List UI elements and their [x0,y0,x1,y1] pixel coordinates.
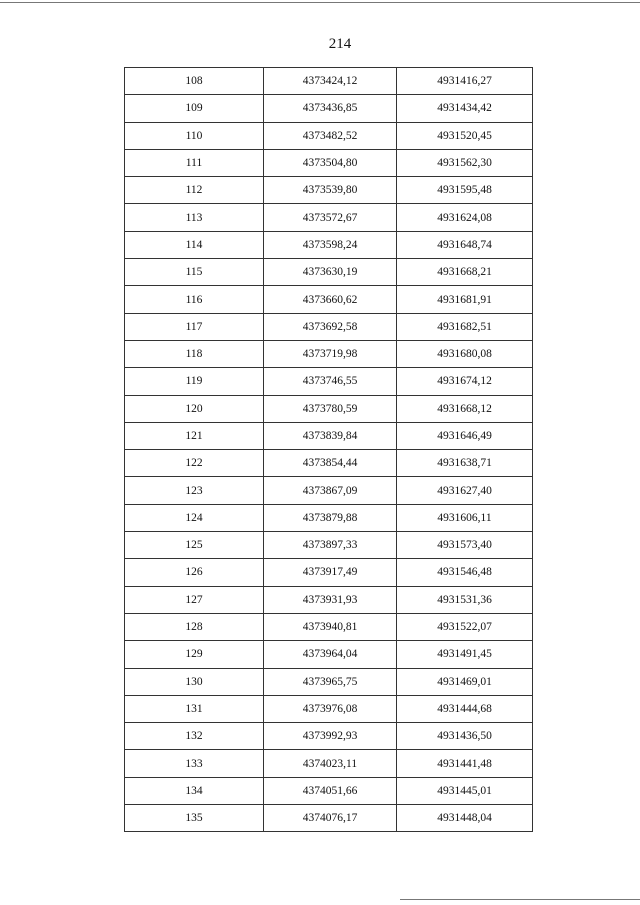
x-coordinate-cell: 4373504,80 [264,149,397,176]
y-coordinate-cell: 4931522,07 [397,613,533,640]
y-coordinate-cell: 4931444,68 [397,695,533,722]
table-row [125,477,533,504]
y-coordinate-cell: 4931646,49 [397,422,533,449]
y-coordinate-cell: 4931562,30 [397,149,533,176]
page-bottom-edge [400,899,640,900]
point-number-cell: 130 [125,668,264,695]
x-coordinate-cell: 4373746,55 [264,368,397,395]
x-coordinate-cell: 4373867,09 [264,477,397,504]
point-number-cell: 135 [125,805,264,832]
table-row [125,122,533,149]
x-coordinate-cell: 4373692,58 [264,313,397,340]
y-coordinate-cell: 4931573,40 [397,532,533,559]
table-row [125,586,533,613]
y-coordinate-cell: 4931668,12 [397,395,533,422]
table-row [125,340,533,367]
table-row [125,286,533,313]
y-coordinate-cell: 4931668,21 [397,259,533,286]
table-row [125,805,533,832]
point-number-cell: 126 [125,559,264,586]
y-coordinate-cell: 4931674,12 [397,368,533,395]
table-row [125,504,533,531]
table-row [125,422,533,449]
y-coordinate-cell: 4931448,04 [397,805,533,832]
y-coordinate-cell: 4931546,48 [397,559,533,586]
table-row [125,641,533,668]
x-coordinate-cell: 4373992,93 [264,723,397,750]
point-number-cell: 118 [125,340,264,367]
coordinates-table-body [125,68,533,832]
point-number-cell: 119 [125,368,264,395]
y-coordinate-cell: 4931595,48 [397,177,533,204]
y-coordinate-cell: 4931627,40 [397,477,533,504]
x-coordinate-cell: 4373630,19 [264,259,397,286]
table-row [125,559,533,586]
table-row [125,368,533,395]
point-number-cell: 112 [125,177,264,204]
x-coordinate-cell: 4373917,49 [264,559,397,586]
table-row [125,532,533,559]
x-coordinate-cell: 4373719,98 [264,340,397,367]
point-number-cell: 110 [125,122,264,149]
point-number-cell: 123 [125,477,264,504]
table-row [125,68,533,95]
point-number-cell: 116 [125,286,264,313]
table-row [125,395,533,422]
y-coordinate-cell: 4931434,42 [397,95,533,122]
table-row [125,777,533,804]
x-coordinate-cell: 4373660,62 [264,286,397,313]
point-number-cell: 121 [125,422,264,449]
y-coordinate-cell: 4931638,71 [397,450,533,477]
y-coordinate-cell: 4931531,36 [397,586,533,613]
table-row [125,177,533,204]
y-coordinate-cell: 4931441,48 [397,750,533,777]
x-coordinate-cell: 4373897,33 [264,532,397,559]
point-number-cell: 127 [125,586,264,613]
table-row [125,668,533,695]
coordinates-table [124,67,533,832]
x-coordinate-cell: 4373931,93 [264,586,397,613]
table-row [125,313,533,340]
x-coordinate-cell: 4374023,11 [264,750,397,777]
x-coordinate-cell: 4373964,04 [264,641,397,668]
point-number-cell: 125 [125,532,264,559]
x-coordinate-cell: 4373572,67 [264,204,397,231]
page-top-edge [0,2,640,3]
point-number-cell: 120 [125,395,264,422]
x-coordinate-cell: 4373854,44 [264,450,397,477]
table-row [125,259,533,286]
table-row [125,613,533,640]
y-coordinate-cell: 4931520,45 [397,122,533,149]
table-row [125,149,533,176]
x-coordinate-cell: 4373879,88 [264,504,397,531]
table-row [125,95,533,122]
x-coordinate-cell: 4373598,24 [264,231,397,258]
point-number-cell: 133 [125,750,264,777]
point-number-cell: 111 [125,149,264,176]
table-row [125,750,533,777]
y-coordinate-cell: 4931681,91 [397,286,533,313]
y-coordinate-cell: 4931445,01 [397,777,533,804]
x-coordinate-cell: 4374076,17 [264,805,397,832]
x-coordinate-cell: 4373940,81 [264,613,397,640]
point-number-cell: 115 [125,259,264,286]
table-row [125,204,533,231]
x-coordinate-cell: 4373424,12 [264,68,397,95]
point-number-cell: 132 [125,723,264,750]
table-row [125,723,533,750]
point-number-cell: 131 [125,695,264,722]
x-coordinate-cell: 4373839,84 [264,422,397,449]
y-coordinate-cell: 4931682,51 [397,313,533,340]
point-number-cell: 113 [125,204,264,231]
x-coordinate-cell: 4373482,52 [264,122,397,149]
y-coordinate-cell: 4931680,08 [397,340,533,367]
point-number-cell: 108 [125,68,264,95]
y-coordinate-cell: 4931469,01 [397,668,533,695]
table-row [125,231,533,258]
x-coordinate-cell: 4374051,66 [264,777,397,804]
table-row [125,450,533,477]
page-number: 214 [328,36,352,52]
point-number-cell: 134 [125,777,264,804]
point-number-cell: 124 [125,504,264,531]
y-coordinate-cell: 4931416,27 [397,68,533,95]
table-row [125,695,533,722]
y-coordinate-cell: 4931648,74 [397,231,533,258]
x-coordinate-cell: 4373539,80 [264,177,397,204]
y-coordinate-cell: 4931606,11 [397,504,533,531]
y-coordinate-cell: 4931491,45 [397,641,533,668]
point-number-cell: 122 [125,450,264,477]
point-number-cell: 109 [125,95,264,122]
y-coordinate-cell: 4931624,08 [397,204,533,231]
x-coordinate-cell: 4373436,85 [264,95,397,122]
point-number-cell: 117 [125,313,264,340]
x-coordinate-cell: 4373965,75 [264,668,397,695]
point-number-cell: 129 [125,641,264,668]
point-number-cell: 128 [125,613,264,640]
point-number-cell: 114 [125,231,264,258]
x-coordinate-cell: 4373780,59 [264,395,397,422]
y-coordinate-cell: 4931436,50 [397,723,533,750]
x-coordinate-cell: 4373976,08 [264,695,397,722]
